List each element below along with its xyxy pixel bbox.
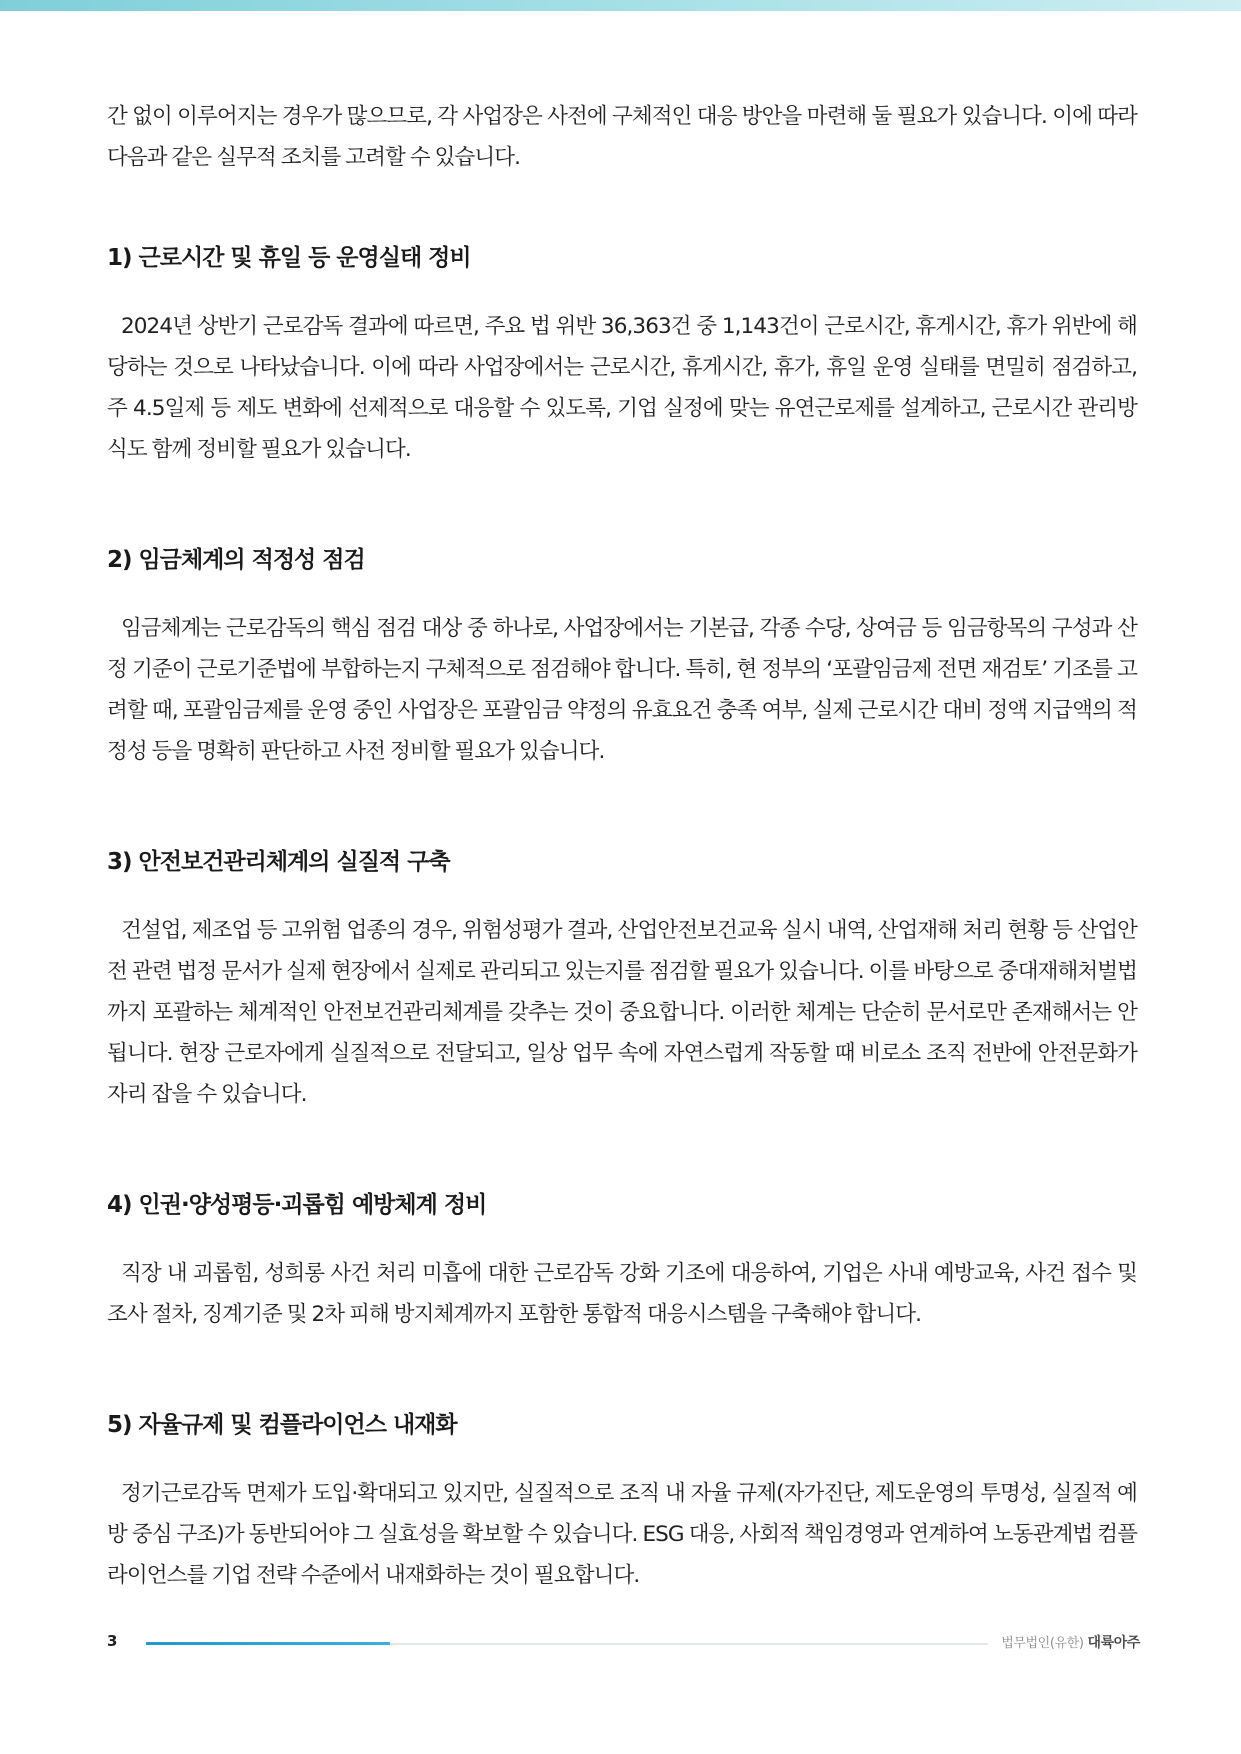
firm-name — [1001, 1632, 1140, 1652]
section-harassment-prevention — [107, 1187, 1137, 1335]
section-compliance — [107, 1407, 1137, 1596]
intro-paragraph: 간 없이 이루어지는 경우가 많으므로, 각 사업장은 사전에 구체적인 대응 방안을 마련해 둘 필요가 있습니다. 이에 따라 다음과 같은 실무적 조치를 고려할 수 있습니다. — [107, 104, 1137, 170]
section-heading: 5) 자율규제 및 컴플라이언스 내재화 — [107, 1412, 457, 1438]
section-wage-system — [107, 542, 1137, 772]
firm-name-prefix: 법무법인(유한) — [1001, 1636, 1084, 1651]
section-heading: 4) 인권·양성평등·괴롭힘 예방체계 정비 — [107, 1192, 487, 1218]
top-accent-bar — [0, 0, 1241, 11]
section-heading: 2) 임금체계의 적정성 점검 — [107, 547, 365, 573]
section-safety-management — [107, 844, 1137, 1115]
page-number: 3 — [107, 1632, 118, 1650]
section-heading: 3) 안전보건관리체계의 실질적 구축 — [107, 849, 450, 875]
footer-divider-accent — [146, 1642, 390, 1645]
section-body: 건설업, 제조업 등 고위험 업종의 경우, 위험성평가 결과, 산업안전보건교육 실시 내역, 산업재해 처리 현황 등 산업안전 관련 법정 문서가 실제 현장에서 실제로 관리되고 있는지를 점검할 필요가 있습니다. 이를 바탕으로 중대재해처벌법까지 포괄하는 체계적인 안전보건관리체계를 갖추는 것이 중요합니다. 이러한 체계는 단순히 문서로만 존재해서는 안 됩니다. 현장 근로자에게 실질적으로 전달되고, 일상 업무 속에 자연스럽게 작동할 때 비로소 조직 전반에 안전문화가 자리 잡을 수 있습니다. — [107, 918, 1137, 1107]
page-footer — [0, 1630, 1241, 1660]
firm-name-brand: 대륙아주 — [1087, 1635, 1140, 1651]
document-content — [107, 96, 1137, 1668]
section-working-hours — [107, 240, 1137, 470]
section-body: 직장 내 괴롭힘, 성희롱 사건 처리 미흡에 대한 근로감독 강화 기조에 대응하여, 기업은 사내 예방교육, 사건 접수 및 조사 절차, 징계기준 및 2차 피해 방지체계까지 포함한 통합적 대응시스템을 구축해야 합니다. — [107, 1261, 1137, 1327]
section-body: 정기근로감독 면제가 도입·확대되고 있지만, 실질적으로 조직 내 자율 규제(자가진단, 제도운영의 투명성, 실질적 예방 중심 구조)가 동반되어야 그 실효성을 확보할 수 있습니다. ESG 대응, 사회적 책임경영과 연계하여 노동관계법 컴플라이언스를 기업 전략 수준에서 내재화하는 것이 필요합니다. — [107, 1481, 1137, 1588]
section-heading: 1) 근로시간 및 휴일 등 운영실태 정비 — [107, 245, 471, 271]
section-body: 2024년 상반기 근로감독 결과에 따르면, 주요 법 위반 36,363건 중 1,143건이 근로시간, 휴게시간, 휴가 위반에 해당하는 것으로 나타났습니다. 이에 따라 사업장에서는 근로시간, 휴게시간, 휴가, 휴일 운영 실태를 면밀히 점검하고, 주 4.5일제 등 제도 변화에 선제적으로 대응할 수 있도록, 기업 실정에 맞는 유연근로제를 설계하고, 근로시간 관리방식도 함께 정비할 필요가 있습니다. — [107, 314, 1137, 462]
section-body: 임금체계는 근로감독의 핵심 점검 대상 중 하나로, 사업장에서는 기본급, 각종 수당, 상여금 등 임금항목의 구성과 산정 기준이 근로기준법에 부합하는지 구체적으로 점검해야 합니다. 특히, 현 정부의 ‘포괄임금제 전면 재검토’ 기조를 고려할 때, 포괄임금제를 운영 중인 사업장은 포괄임금 약정의 유효요건 충족 여부, 실제 근로시간 대비 정액 지급액의 적정성 등을 명확히 판단하고 사전 정비할 필요가 있습니다. — [107, 616, 1137, 764]
